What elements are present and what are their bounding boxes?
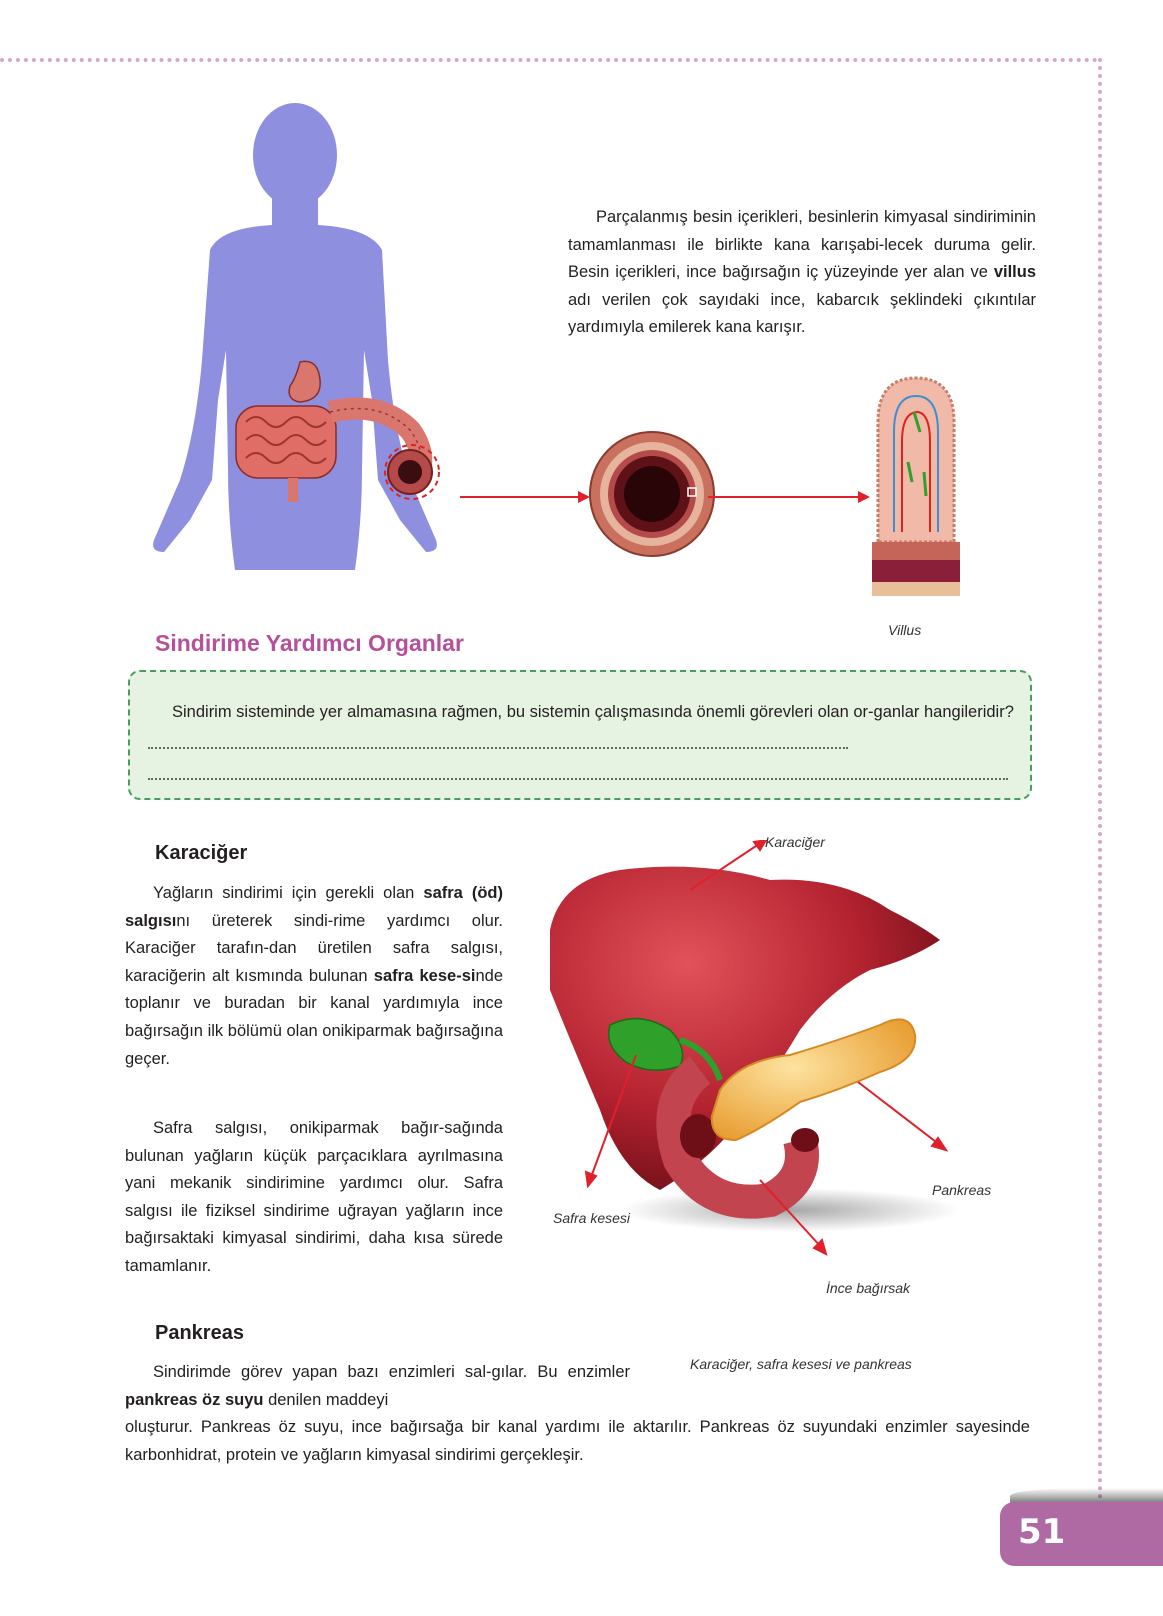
pancreas-paragraph-2: oluşturur. Pankreas öz suyu, ince bağırsağa bir kanal yardımı ile aktarılır. Pankreas öz suyundaki enzimler sayesinde karbonhidrat, protein ve yağların kimyasal sindirimi gerçekleşir. [125,1418,1030,1464]
human-body-illustration [150,100,440,580]
liver-paragraph-2: Safra salgısı, onikiparmak bağır-sağında bulunan yağların küçük parçacıklara ayrılmasına yani mekanik sindirimine yardımcı olur. Safra salgısı ile fiziksel sindirime uğrayan yağların ince bağırsaktaki kimyasal sindirimi, daha kısa sürede tamamlanır. [125,1119,503,1275]
villus-term: villus [993,263,1036,282]
pancreas-heading: Pankreas [155,1322,244,1344]
answer-blank-line-2[interactable] [148,778,1008,780]
liver-paragraph-1: Yağların sindirimi için gerekli olan safra (öd) salgısını üreterek sindi-rime yardımcı olur. Karaciğer tarafın-dan üretilen safra salgısı, karaciğerin alt kısmında bulunan safra kese-sinde toplanır ve buradan bir kanal yardımıyla ince bağırsağın ilk bölümü olan onikiparmak bağırsağına geçer. [125,884,503,1068]
question-text: Sindirim sisteminde yer almamasına rağmen, bu sistemin çalışmasında önemli görevleri olan or-ganlar hangileridir? [148,696,1016,760]
villus-illustration [868,372,964,602]
label-ince-bagirsak: İnce bağırsak [826,1280,911,1296]
pancreas-paragraph-1: Sindirimde görev yapan bazı enzimleri sal-gılar. Bu enzimler pankreas öz suyu denilen maddeyi [125,1363,630,1409]
answer-blank-line[interactable] [148,747,848,749]
label-karaciger: Karaciğer [765,834,825,850]
section-title: Sindirime Yardımcı Organlar [155,630,464,656]
arrow-to-villus [708,487,872,507]
villus-caption: Villus [888,622,922,638]
intro-paragraph: Parçalanmış besin içerikleri, besinlerin kimyasal sindiriminin tamamlanması ile birlikte kana karışabi-lecek duruma gelir. Besin içerikleri, ince bağırsağın iç yüzeyinde yer alan ve villus adı verilen çok sayıdaki ince, kabarcık şeklindeki çıkıntılar yardımıyla emilerek kana karışır. [568,208,1036,337]
liver-pancreas-illustration [540,840,1010,1310]
label-pankreas: Pankreas [932,1182,992,1198]
page-number-tab [1000,1502,1163,1566]
page-border-right [1098,58,1102,1508]
figure-caption: Karaciğer, safra kesesi ve pankreas [690,1356,912,1372]
liver-heading: Karaciğer [155,842,248,864]
arrow-to-cross-section [460,487,590,507]
question-box [128,670,1032,800]
page-number: 51 [1018,1512,1066,1552]
label-safra-kesesi: Safra kesesi [553,1210,631,1226]
intestine-cross-section [588,430,716,558]
page-border-top [0,58,1098,62]
